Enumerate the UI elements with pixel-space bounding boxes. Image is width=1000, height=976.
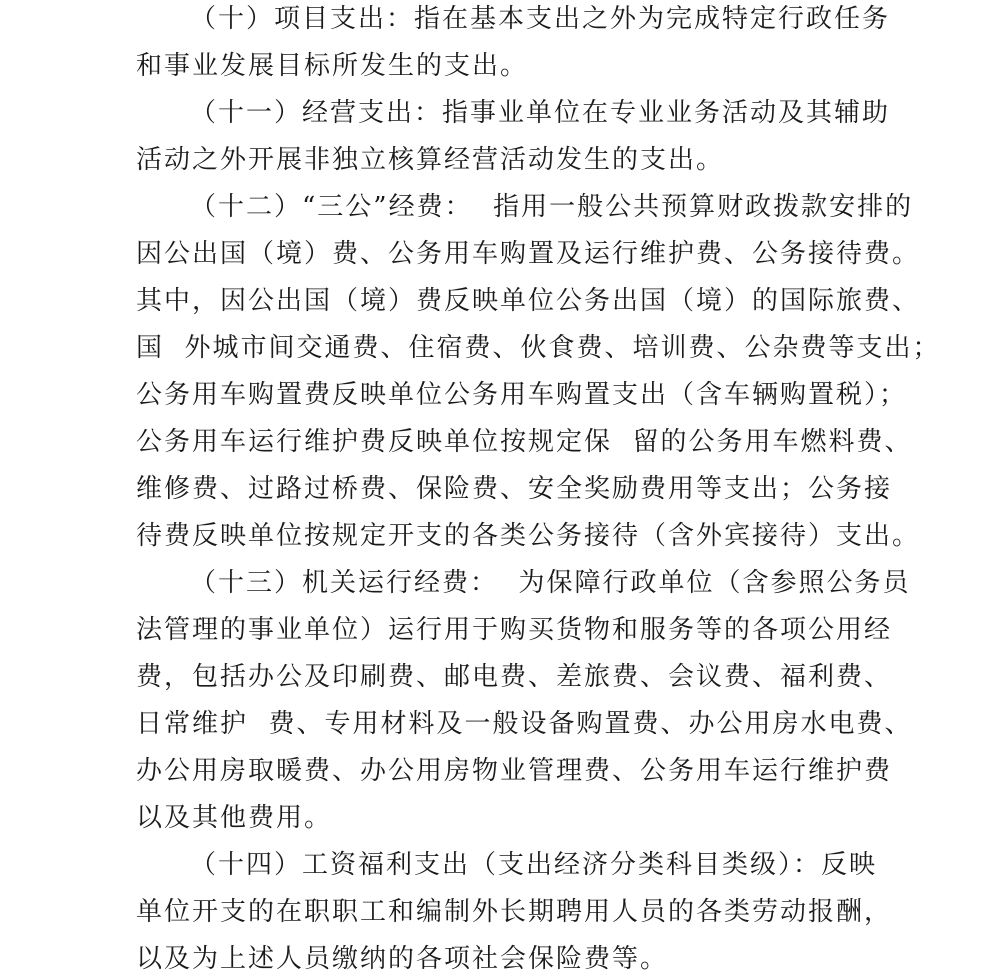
text-line: （十）项目支出：指在基本支出之外为完成特定行政任务 [190, 4, 891, 34]
text-line: 单位开支的在职职工和编制外长期聘用人员的各类劳动报酬， [136, 897, 893, 927]
text-line: 活动之外开展非独立核算经营活动发生的支出。 [136, 145, 725, 175]
text-line: 办公用房取暖费、办公用房物业管理费、公务用车运行维护费 [136, 756, 893, 786]
text-line: 维修费、过路过桥费、保险费、安全奖励费用等支出；公务接 [136, 474, 893, 504]
text-line: （十二）“三公”经费： 指用一般公共预算财政拨款安排的 [190, 192, 914, 222]
text-line: 以及其他费用。 [136, 803, 333, 833]
text-line: 法管理的事业单位）运行用于购买货物和服务等的各项公用经 [136, 615, 893, 645]
text-line: 因公出国（境）费、公务用车购置及运行维护费、公务接待费。 [136, 239, 921, 269]
text-line: （十四）工资福利支出（支出经济分类科目类级）：反映 [190, 850, 878, 880]
text-line: 公务用车购置费反映单位公务用车购置支出（含车辆购置税）； [136, 380, 908, 410]
text-line: 国 外城市间交通费、住宿费、伙食费、培训费、公杂费等支出； [136, 333, 941, 363]
text-line: （十三）机关运行经费： 为保障行政单位（含参照公务员 [190, 568, 911, 598]
text-line: （十一）经营支出：指事业单位在专业业务活动及其辅助 [190, 98, 891, 128]
text-line: 日常维护 费、专用材料及一般设备购置费、办公用房水电费、 [136, 709, 913, 739]
text-line: 以及为上述人员缴纳的各项社会保险费等。 [136, 944, 669, 974]
text-line: 公务用车运行维护费反映单位按规定保 留的公务用车燃料费、 [136, 427, 913, 457]
text-line: 其中，因公出国（境）费反映单位公务出国（境）的国际旅费、 [136, 286, 921, 316]
text-line: 和事业发展目标所发生的支出。 [136, 51, 529, 81]
text-line: 费，包括办公及印刷费、邮电费、差旅费、会议费、福利费、 [136, 662, 893, 692]
text-line: 待费反映单位按规定开支的各类公务接待（含外宾接待）支出。 [136, 521, 921, 551]
